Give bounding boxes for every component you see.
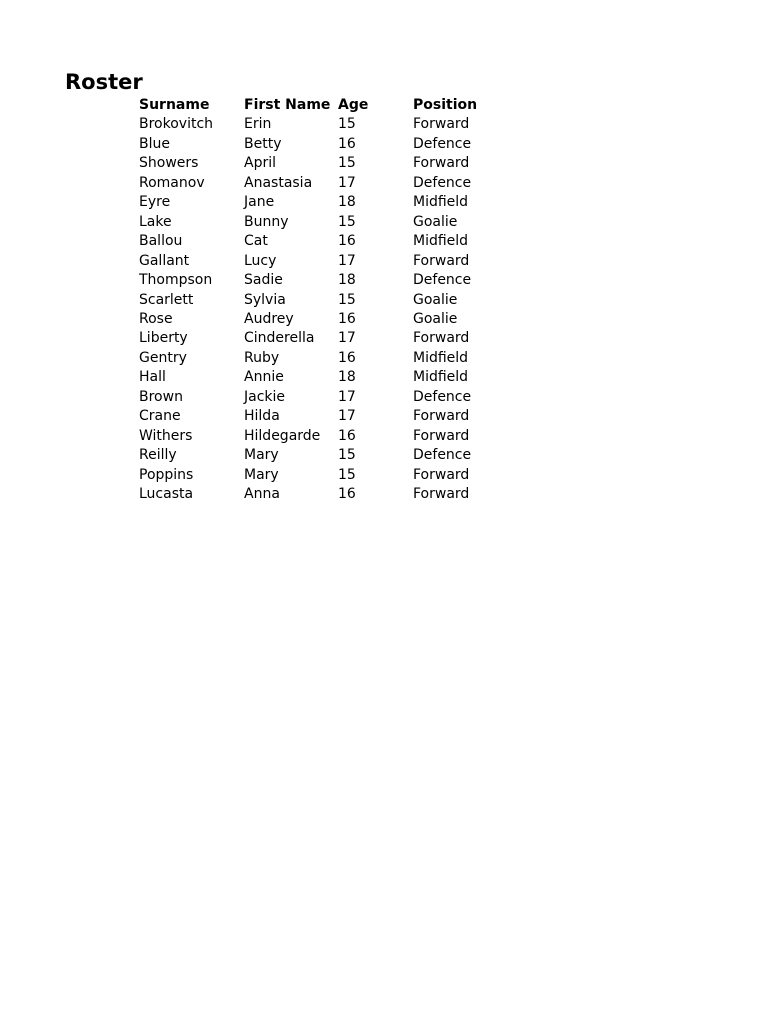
cell-first-name: Anastasia: [244, 174, 313, 191]
cell-surname: Rose: [139, 310, 173, 327]
cell-age: 15: [338, 155, 356, 172]
cell-surname: Blue: [139, 135, 170, 152]
table-row: [137, 154, 491, 173]
cell-surname: Poppins: [139, 466, 194, 483]
table-row: [137, 329, 491, 348]
cell-first-name: Hildegarde: [244, 427, 321, 444]
cell-age: 18: [338, 369, 356, 386]
cell-position: Midfield: [413, 233, 469, 250]
cell-age: 16: [338, 486, 356, 503]
cell-position: Forward: [413, 486, 470, 503]
page-title: Roster: [65, 70, 143, 94]
cell-position: Defence: [413, 388, 472, 405]
cell-first-name: Sylvia: [244, 291, 286, 308]
cell-first-name: Erin: [244, 116, 272, 133]
cell-first-name: Jackie: [244, 388, 286, 405]
cell-surname: Withers: [139, 427, 193, 444]
header-row: [137, 96, 491, 115]
cell-first-name: Cat: [244, 233, 268, 250]
cell-age: 15: [338, 447, 356, 464]
cell-surname: Crane: [139, 408, 181, 425]
cell-age: 15: [338, 291, 356, 308]
cell-surname: Thompson: [139, 272, 213, 289]
cell-position: Midfield: [413, 369, 469, 386]
cell-surname: Hall: [139, 369, 166, 386]
table-row: [137, 271, 491, 290]
cell-first-name: Mary: [244, 447, 279, 464]
table-row: [137, 446, 491, 465]
cell-position: Forward: [413, 116, 470, 133]
cell-position: Goalie: [413, 213, 458, 230]
cell-first-name: Jane: [244, 194, 275, 211]
cell-age: 15: [338, 116, 356, 133]
table-row: [137, 388, 491, 407]
table-row: [137, 368, 491, 387]
roster-body: [137, 115, 491, 504]
header-age: Age: [338, 97, 369, 113]
cell-surname: Reilly: [139, 447, 177, 464]
cell-age: 15: [338, 213, 356, 230]
cell-age: 17: [338, 174, 356, 191]
cell-surname: Gentry: [139, 349, 187, 366]
cell-surname: Scarlett: [139, 291, 194, 308]
cell-surname: Brokovitch: [139, 116, 214, 133]
header-surname: Surname: [139, 97, 210, 113]
table-row: [137, 427, 491, 446]
cell-position: Forward: [413, 466, 470, 483]
cell-age: 15: [338, 466, 356, 483]
cell-age: 18: [338, 194, 356, 211]
table-row: [137, 213, 491, 232]
cell-first-name: Betty: [244, 135, 282, 152]
cell-position: Goalie: [413, 310, 458, 327]
cell-first-name: April: [244, 155, 276, 172]
cell-position: Defence: [413, 135, 472, 152]
cell-age: 17: [338, 252, 356, 269]
cell-surname: Ballou: [139, 233, 183, 250]
cell-position: Forward: [413, 155, 470, 172]
cell-position: Forward: [413, 252, 470, 269]
table-row: [137, 232, 491, 251]
cell-position: Forward: [413, 408, 470, 425]
cell-position: Midfield: [413, 194, 469, 211]
cell-first-name: Mary: [244, 466, 279, 483]
cell-first-name: Bunny: [244, 213, 289, 230]
table-row: [137, 466, 491, 485]
cell-first-name: Hilda: [244, 408, 280, 425]
cell-surname: Liberty: [139, 330, 188, 347]
cell-first-name: Anna: [244, 486, 280, 503]
cell-first-name: Ruby: [244, 349, 280, 366]
cell-position: Defence: [413, 447, 472, 464]
cell-first-name: Lucy: [244, 252, 277, 269]
cell-first-name: Audrey: [244, 310, 294, 327]
cell-first-name: Sadie: [244, 272, 283, 289]
cell-surname: Lake: [139, 213, 172, 230]
cell-age: 16: [338, 349, 356, 366]
table-row: [137, 193, 491, 212]
cell-position: Forward: [413, 330, 470, 347]
table-row: [137, 310, 491, 329]
table-row: [137, 349, 491, 368]
table-row: [137, 252, 491, 271]
cell-first-name: Cinderella: [244, 330, 315, 347]
cell-position: Defence: [413, 174, 472, 191]
cell-age: 17: [338, 330, 356, 347]
table-row: [137, 291, 491, 310]
cell-surname: Romanov: [139, 174, 205, 191]
cell-surname: Brown: [139, 388, 183, 405]
cell-surname: Gallant: [139, 252, 190, 269]
table-row: [137, 407, 491, 426]
cell-age: 17: [338, 408, 356, 425]
table-row: [137, 135, 491, 154]
cell-surname: Lucasta: [139, 486, 194, 503]
cell-age: 16: [338, 135, 356, 152]
table-row: [137, 174, 491, 193]
table-row: [137, 115, 491, 134]
cell-position: Goalie: [413, 291, 458, 308]
header-first-name: First Name: [244, 97, 331, 113]
cell-position: Midfield: [413, 349, 469, 366]
table-row: [137, 485, 491, 504]
cell-first-name: Annie: [244, 369, 284, 386]
roster-table: [137, 96, 491, 505]
cell-surname: Eyre: [139, 194, 171, 211]
cell-age: 16: [338, 310, 356, 327]
header-position: Position: [413, 97, 478, 113]
cell-age: 17: [338, 388, 356, 405]
cell-age: 16: [338, 233, 356, 250]
cell-age: 18: [338, 272, 356, 289]
cell-age: 16: [338, 427, 356, 444]
cell-surname: Showers: [139, 155, 199, 172]
cell-position: Forward: [413, 427, 470, 444]
cell-position: Defence: [413, 272, 472, 289]
